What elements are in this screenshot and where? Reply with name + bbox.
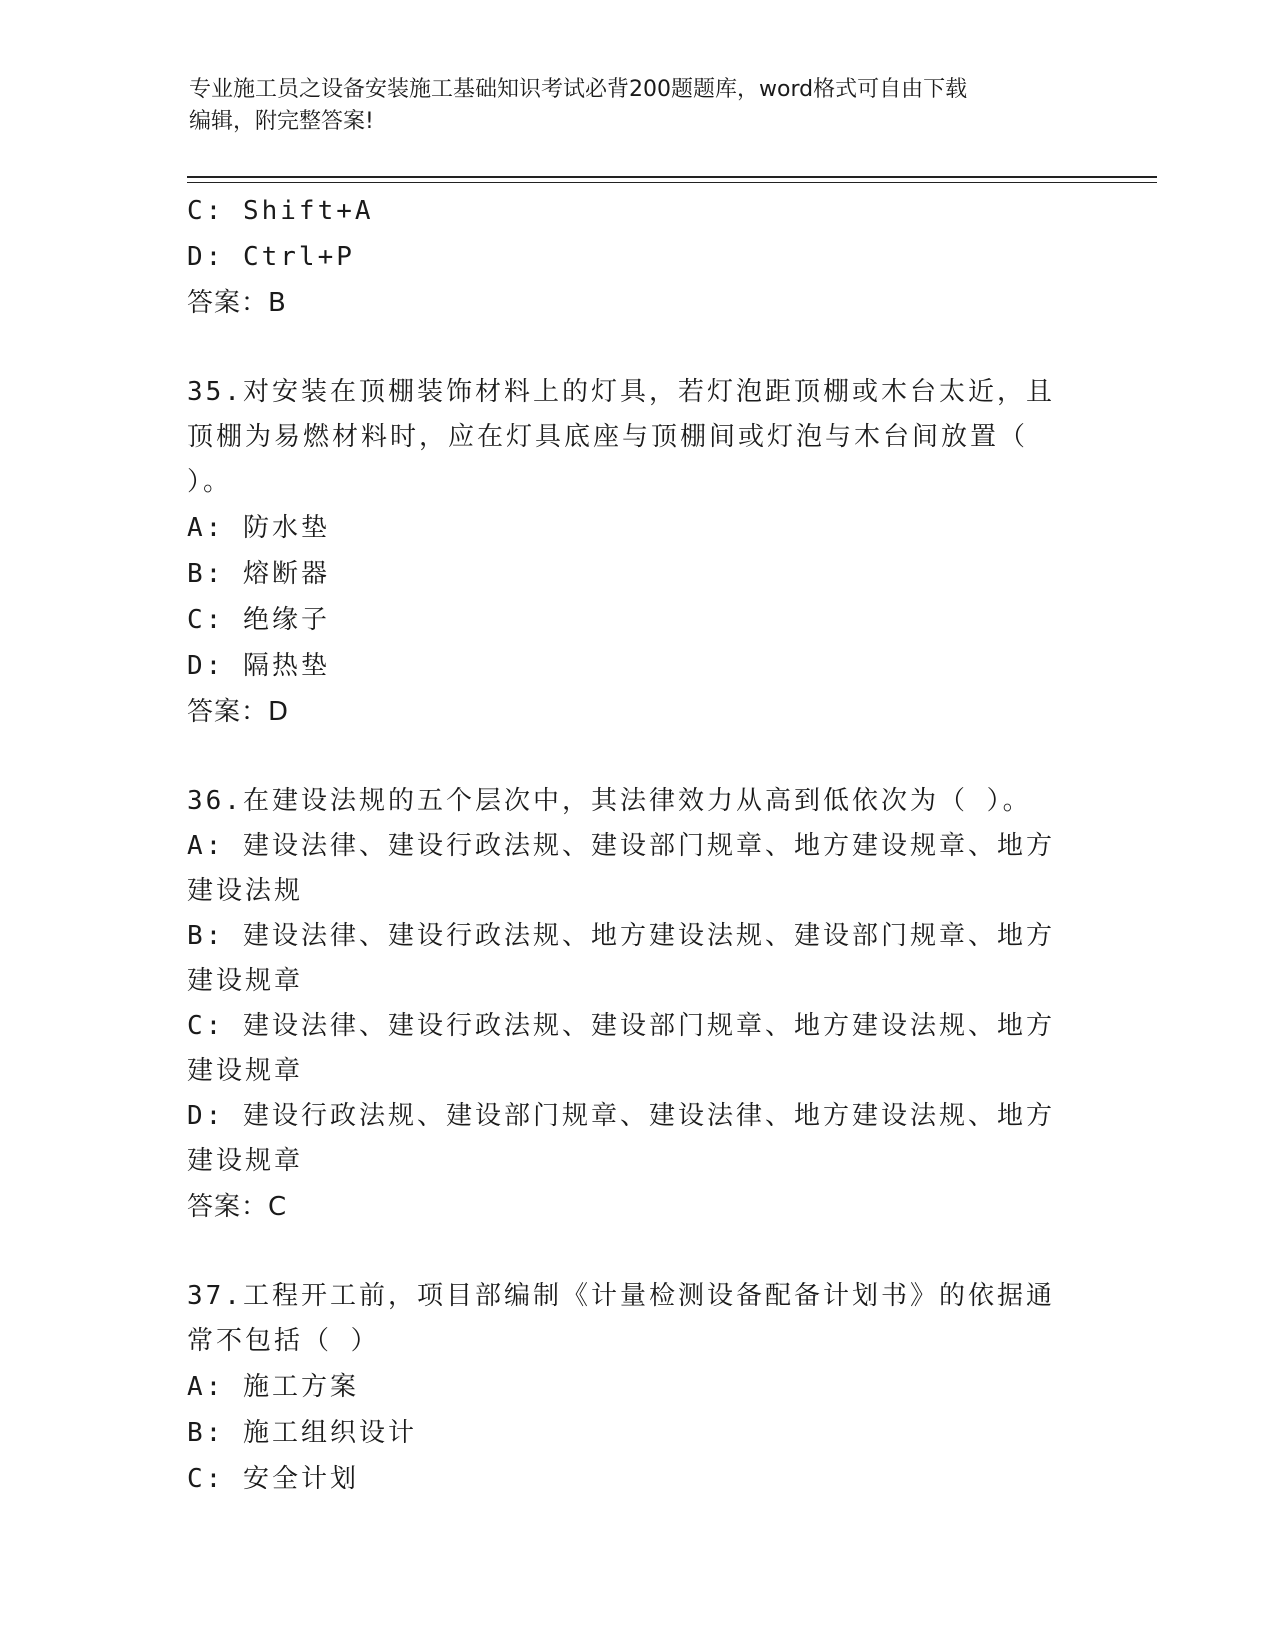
question-35 [187, 370, 1067, 735]
option-a: A: 防水垫 [187, 513, 330, 543]
document-header [189, 74, 1089, 138]
option-c: C: 安全计划 [187, 1464, 359, 1494]
option-d: D: Ctrl+P [187, 242, 355, 272]
option-b: B: 熔断器 [187, 559, 330, 589]
spacer [187, 1230, 1087, 1274]
answer-label: 答案：B [187, 288, 287, 318]
spacer [187, 735, 1087, 779]
question-34-fragment [187, 188, 1087, 326]
option-c: C: Shift+A [187, 196, 374, 226]
answer-label: 答案：D [187, 697, 290, 727]
option-b: B: 施工组织设计 [187, 1418, 417, 1448]
question-list [187, 188, 1087, 1502]
option-d: D: 隔热垫 [187, 651, 330, 681]
question-37 [187, 1274, 1067, 1502]
question-36 [187, 779, 1067, 1230]
option-c: C: 绝缘子 [187, 605, 330, 635]
answer-label: 答案：C [187, 1192, 288, 1222]
option-a: A: 建设法律、建设行政法规、建设部门规章、地方建设规章、地方建设法规 [187, 831, 1055, 906]
option-d: D: 建设行政法规、建设部门规章、建设法律、地方建设法规、地方建设规章 [187, 1101, 1055, 1176]
question-stem: 36.在建设法规的五个层次中，其法律效力从高到低依次为（ ）。 [187, 786, 1032, 816]
option-c: C: 建设法律、建设行政法规、建设部门规章、地方建设法规、地方建设规章 [187, 1011, 1055, 1086]
header-title-line-2: 编辑，附完整答案! [189, 109, 374, 134]
question-stem: 37.工程开工前，项目部编制《计量检测设备配备计划书》的依据通常不包括（ ） [187, 1281, 1055, 1356]
header-title-line-1: 专业施工员之设备安装施工基础知识考试必背200题题库，word格式可自由下载 [189, 77, 968, 102]
header-divider-thin [187, 182, 1157, 183]
option-b: B: 建设法律、建设行政法规、地方建设法规、建设部门规章、地方建设规章 [187, 921, 1055, 996]
question-stem: 35.对安装在顶棚装饰材料上的灯具，若灯泡距顶棚或木台太近，且顶棚为易燃材料时，应在灯具底座与顶棚间或灯泡与木台间放置（ ）。 [187, 377, 1055, 497]
option-a: A: 施工方案 [187, 1372, 359, 1402]
spacer [187, 326, 1087, 370]
header-divider-thick [187, 176, 1157, 178]
